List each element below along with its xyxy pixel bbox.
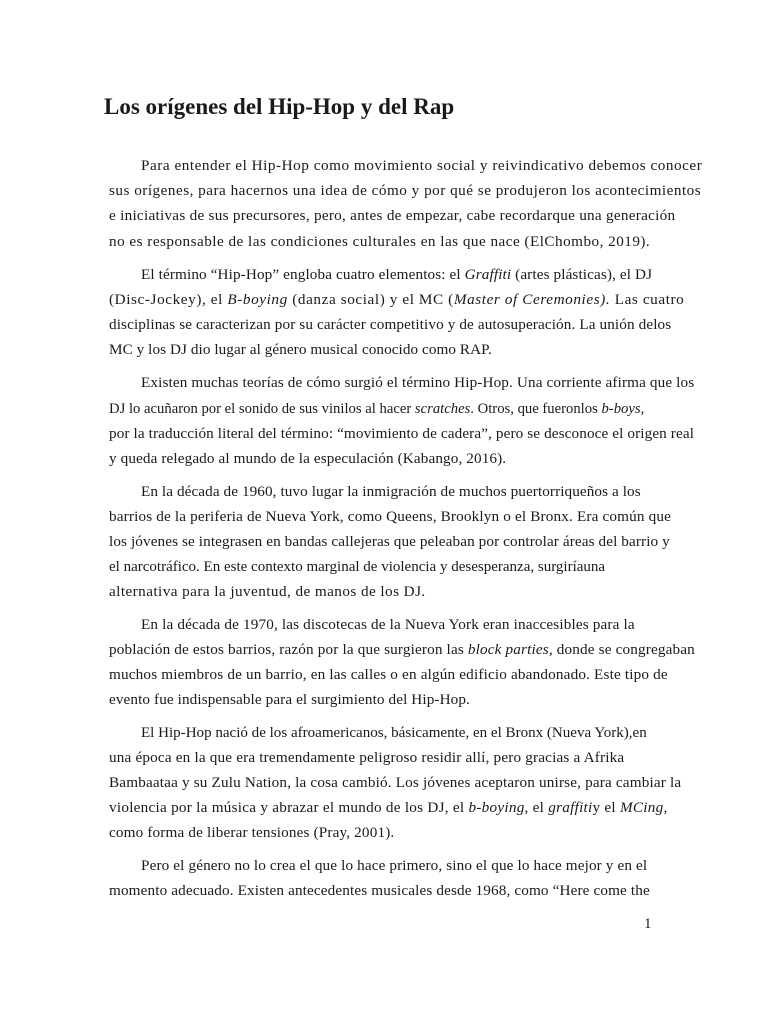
text-line — [141, 482, 641, 502]
text-run: por la traducción literal del término: “movimiento de cadera”, pero se desconoce el origen real — [109, 425, 695, 442]
italic-term: B-boying — [227, 291, 288, 308]
italic-term: Graffiti — [464, 266, 512, 283]
text-run: barrios de la periferia de Nueva York, como Queens, Brooklyn o el Bronx. Era común que — [109, 508, 672, 525]
text-line — [109, 507, 671, 527]
text-run: como forma de liberar tensiones (Pray, 2001). — [109, 824, 395, 841]
text-run: MC y los DJ dio lugar al género musical conocido como RAP. — [109, 341, 492, 358]
text-run: Las cuatro — [610, 291, 685, 308]
text-line — [109, 315, 671, 335]
text-run: (Disc-Jockey), el — [109, 291, 228, 308]
text-line — [109, 748, 624, 768]
italic-term: b-boying — [468, 799, 525, 816]
document-title: Los orígenes del Hip-Hop y del Rap — [104, 94, 455, 119]
text-run: los jóvenes se integrasen en bandas callejeras que peleaban por controlar áreas del barrio y — [109, 533, 670, 550]
text-run: En la década de 1960, tuvo lugar la inmigración de muchos puertorriqueños a los — [141, 483, 641, 500]
text-run: y queda relegado al mundo de la especulación (Kabango, 2016). — [109, 450, 507, 467]
text-run: no es responsable de las condiciones culturales en las que nace (ElChombo, 2019). — [109, 233, 651, 250]
text-line — [141, 156, 702, 176]
text-line — [109, 881, 650, 901]
text-run: una época en la que era tremendamente peligroso residir allí, pero gracias a Afrika — [109, 749, 625, 766]
text-run: Existen muchas teorías de cómo surgió el término Hip-Hop. Una corriente afirma que los — [141, 374, 695, 391]
text-line — [109, 773, 681, 793]
text-run: disciplinas se caracterizan por su carácter competitivo y de autosuperación. La unión delos — [109, 316, 672, 333]
italic-term: block parties, — [467, 641, 553, 658]
text-line — [109, 798, 668, 818]
text-run: y el — [592, 799, 620, 816]
text-run: el narcotráfico. En este contexto marginal de violencia y desesperanza, surgiríauna — [109, 558, 606, 575]
italic-term: MCing — [619, 799, 664, 816]
text-run: Pero el género no lo crea el que lo hace primero, sino el que lo hace mejor y en el — [141, 857, 648, 874]
text-line — [109, 340, 492, 360]
text-line — [109, 206, 675, 226]
text-line — [141, 723, 647, 743]
text-run: , el — [524, 799, 549, 816]
text-line — [109, 823, 394, 843]
text-line — [109, 424, 694, 444]
text-run: En la década de 1970, las discotecas de la Nueva York eran inaccesibles para la — [141, 616, 635, 633]
text-run: evento fue indispensable para el surgimiento del Hip-Hop. — [109, 691, 470, 708]
text-run: e iniciativas de sus precursores, pero, antes de empezar, cabe recordarque una generación — [109, 207, 676, 224]
text-run: DJ lo acuñaron por el sonido de sus vinilos al hacer — [109, 400, 415, 417]
text-line — [141, 373, 694, 393]
text-run: sus orígenes, para hacernos una idea de cómo y por qué se produjeron los acontecimientos — [109, 182, 702, 199]
text-run: momento adecuado. Existen antecedentes musicales desde 1968, como “Here come the — [109, 882, 650, 899]
text-run: , — [663, 799, 668, 816]
text-line — [109, 640, 695, 660]
text-line — [109, 232, 650, 252]
page-number: 1 — [644, 916, 652, 932]
text-line — [141, 265, 652, 285]
italic-term: graffiti — [548, 799, 593, 816]
text-line — [109, 181, 701, 201]
text-run: (danza social) y el MC ( — [287, 291, 454, 308]
italic-term: Master of Ceremonies). — [453, 291, 611, 308]
text-run: , — [640, 400, 645, 417]
text-run: Bambaataa y su Zulu Nation, la cosa cambió. Los jóvenes aceptaron unirse, para cambiar la — [109, 774, 682, 791]
text-line — [109, 665, 668, 685]
italic-term: scratches — [414, 400, 471, 417]
text-line — [109, 557, 605, 577]
text-line — [109, 532, 670, 552]
text-line — [141, 615, 635, 635]
text-run: población de estos barrios, razón por la que surgieron las — [109, 641, 468, 658]
text-line — [109, 690, 470, 710]
text-line — [141, 856, 647, 876]
text-run: El término “Hip-Hop” engloba cuatro elementos: el — [141, 266, 465, 283]
text-line — [109, 449, 506, 469]
text-line — [109, 290, 684, 310]
text-run: Para entender el Hip-Hop como movimiento social y reivindicativo debemos conocer — [141, 157, 703, 174]
text-run: muchos miembros de un barrio, en las calles o en algún edificio abandonado. Este tipo de — [109, 666, 668, 683]
text-run: El Hip-Hop nació de los afroamericanos, básicamente, en el Bronx (Nueva York),en — [141, 724, 647, 741]
text-run: violencia por la música y abrazar el mundo de los DJ, el — [109, 799, 469, 816]
italic-term: b-boys — [601, 400, 641, 417]
text-run: . Otros, que fueronlos — [470, 400, 602, 417]
text-line — [109, 582, 426, 602]
text-run: (artes plásticas), el DJ — [511, 266, 653, 283]
text-line — [109, 399, 644, 419]
text-run: alternativa para la juventud, de manos de los DJ. — [109, 583, 426, 600]
text-run: donde se congregaban — [552, 641, 695, 658]
